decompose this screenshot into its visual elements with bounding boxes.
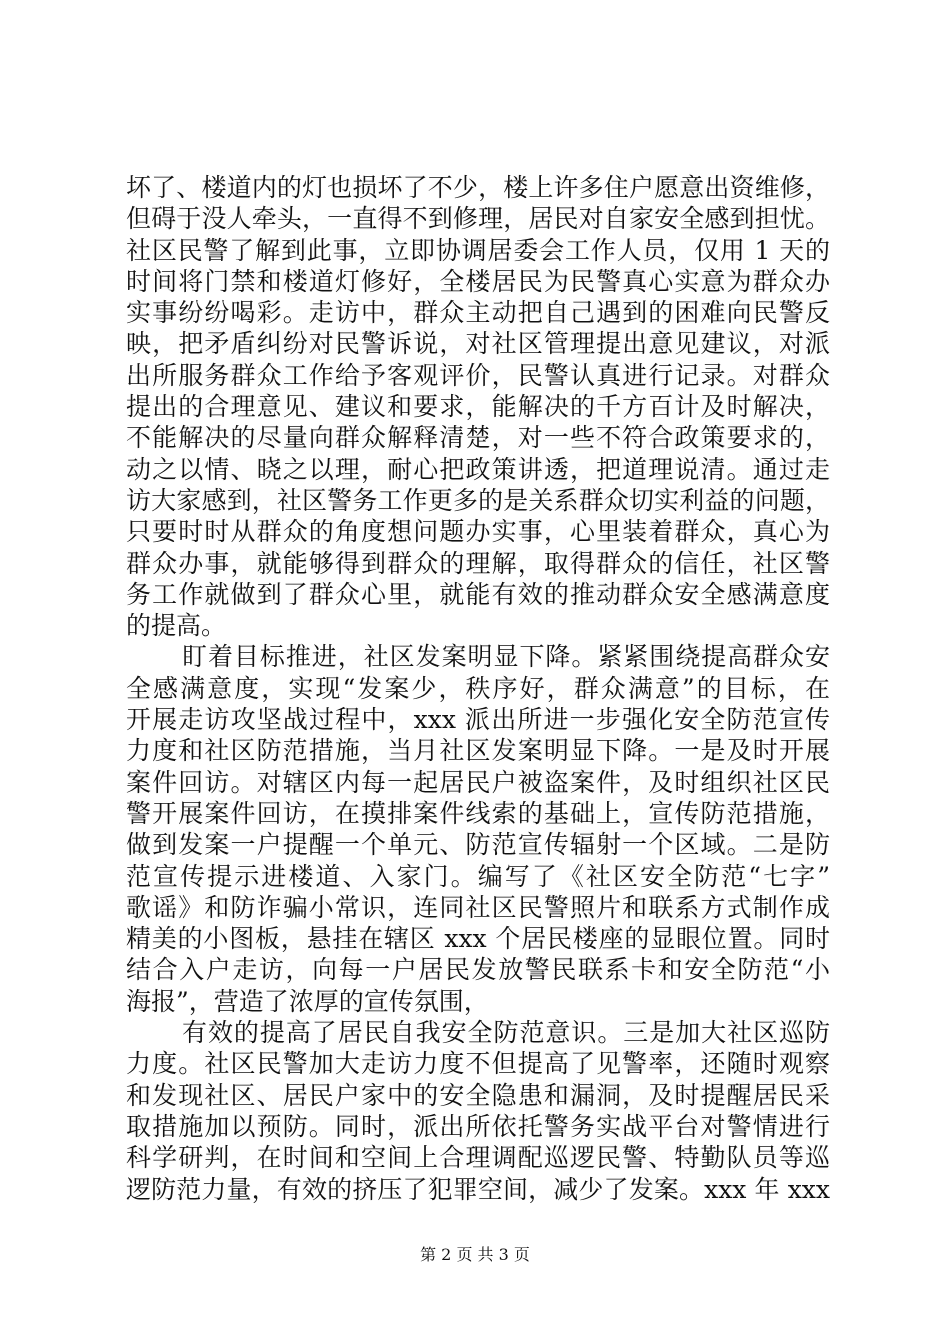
- text-line: 力度和社区防范措施，当月社区发案明显下降。一是及时开展: [126, 736, 830, 766]
- text-line: 只要时时从群众的角度想问题办实事，心里装着群众，真心为: [126, 517, 830, 547]
- text-line: 取措施加以预防。同时，派出所依托警务实战平台对警情进行: [126, 1111, 830, 1141]
- text-line: 科学研判，在时间和空间上合理调配巡逻民警、特勤队员等巡: [126, 1143, 830, 1173]
- text-line: 实事纷纷喝彩。走访中，群众主动把自己遇到的困难向民警反: [126, 298, 830, 328]
- text-line: 力度。社区民警加大走访力度不但提高了见警率，还随时观察: [126, 1049, 830, 1079]
- text-line: 精美的小图板，悬挂在辖区 xxx 个居民楼座的显眼位置。同时: [126, 924, 830, 954]
- text-line: 但碍于没人牵头，一直得不到修理，居民对自家安全感到担忧。: [126, 204, 830, 234]
- body-text: [126, 172, 830, 1205]
- text-line: 做到发案一户提醒一个单元、防范宣传辐射一个区域。二是防: [126, 830, 830, 860]
- text-line: 务工作就做到了群众心里，就能有效的推动群众安全感满意度: [126, 579, 830, 609]
- text-line: 逻防范力量，有效的挤压了犯罪空间，减少了发案。xxx 年 xxx: [126, 1174, 830, 1204]
- text-line: 动之以情、晓之以理，耐心把政策讲透，把道理说清。通过走: [126, 454, 830, 484]
- text-line: 时间将门禁和楼道灯修好，全楼居民为民警真心实意为群众办: [126, 266, 830, 296]
- text-line: 坏了、楼道内的灯也损坏了不少，楼上许多住户愿意出资维修，: [126, 173, 830, 202]
- text-line: 群众办事，就能够得到群众的理解，取得群众的信任，社区警: [126, 548, 830, 578]
- paragraph-first-line: 有效的提高了居民自我安全防范意识。三是加大社区巡防: [182, 1018, 830, 1048]
- page-number-label: 第 2 页 共 3 页: [420, 1245, 530, 1264]
- text-line: 社区民警了解到此事，立即协调居委会工作人员，仅用 1 天的: [126, 235, 830, 265]
- text-line: 出所服务群众工作给予客观评价，民警认真进行记录。对群众: [126, 360, 830, 390]
- text-line: 案件回访。对辖区内每一起居民户被盗案件，及时组织社区民: [126, 767, 830, 797]
- text-line: 海报”，营造了浓厚的宣传氛围，: [126, 986, 489, 1016]
- text-line: 访大家感到，社区警务工作更多的是关系群众切实利益的问题，: [126, 485, 830, 515]
- text-line: 范宣传提示进楼道、入家门。编写了《社区安全防范“七字”: [126, 861, 830, 891]
- text-line: 歌谣》和防诈骗小常识，连同社区民警照片和联系方式制作成: [126, 892, 830, 922]
- text-line: 和发现社区、居民户家中的安全隐患和漏洞，及时提醒居民采: [126, 1080, 830, 1110]
- text-line: 全感满意度，实现“发案少，秩序好，群众满意”的目标，在: [126, 673, 830, 703]
- page-footer: [0, 1242, 950, 1265]
- text-line: 警开展案件回访，在摸排案件线索的基础上，宣传防范措施，: [126, 798, 830, 828]
- text-line: 开展走访攻坚战过程中，xxx 派出所进一步强化安全防范宣传: [126, 705, 830, 735]
- text-line: 提出的合理意见、建议和要求，能解决的千方百计及时解决，: [126, 392, 830, 422]
- text-line: 的提高。: [126, 611, 227, 641]
- text-line: 不能解决的尽量向群众解释清楚，对一些不符合政策要求的，: [126, 423, 830, 453]
- text-line: 映，把矛盾纠纷对民警诉说，对社区管理提出意见建议，对派: [126, 329, 830, 359]
- text-line: 结合入户走访，向每一户居民发放警民联系卡和安全防范“小: [126, 955, 830, 985]
- paragraph-first-line: 盯着目标推进，社区发案明显下降。紧紧围绕提高群众安: [182, 642, 830, 672]
